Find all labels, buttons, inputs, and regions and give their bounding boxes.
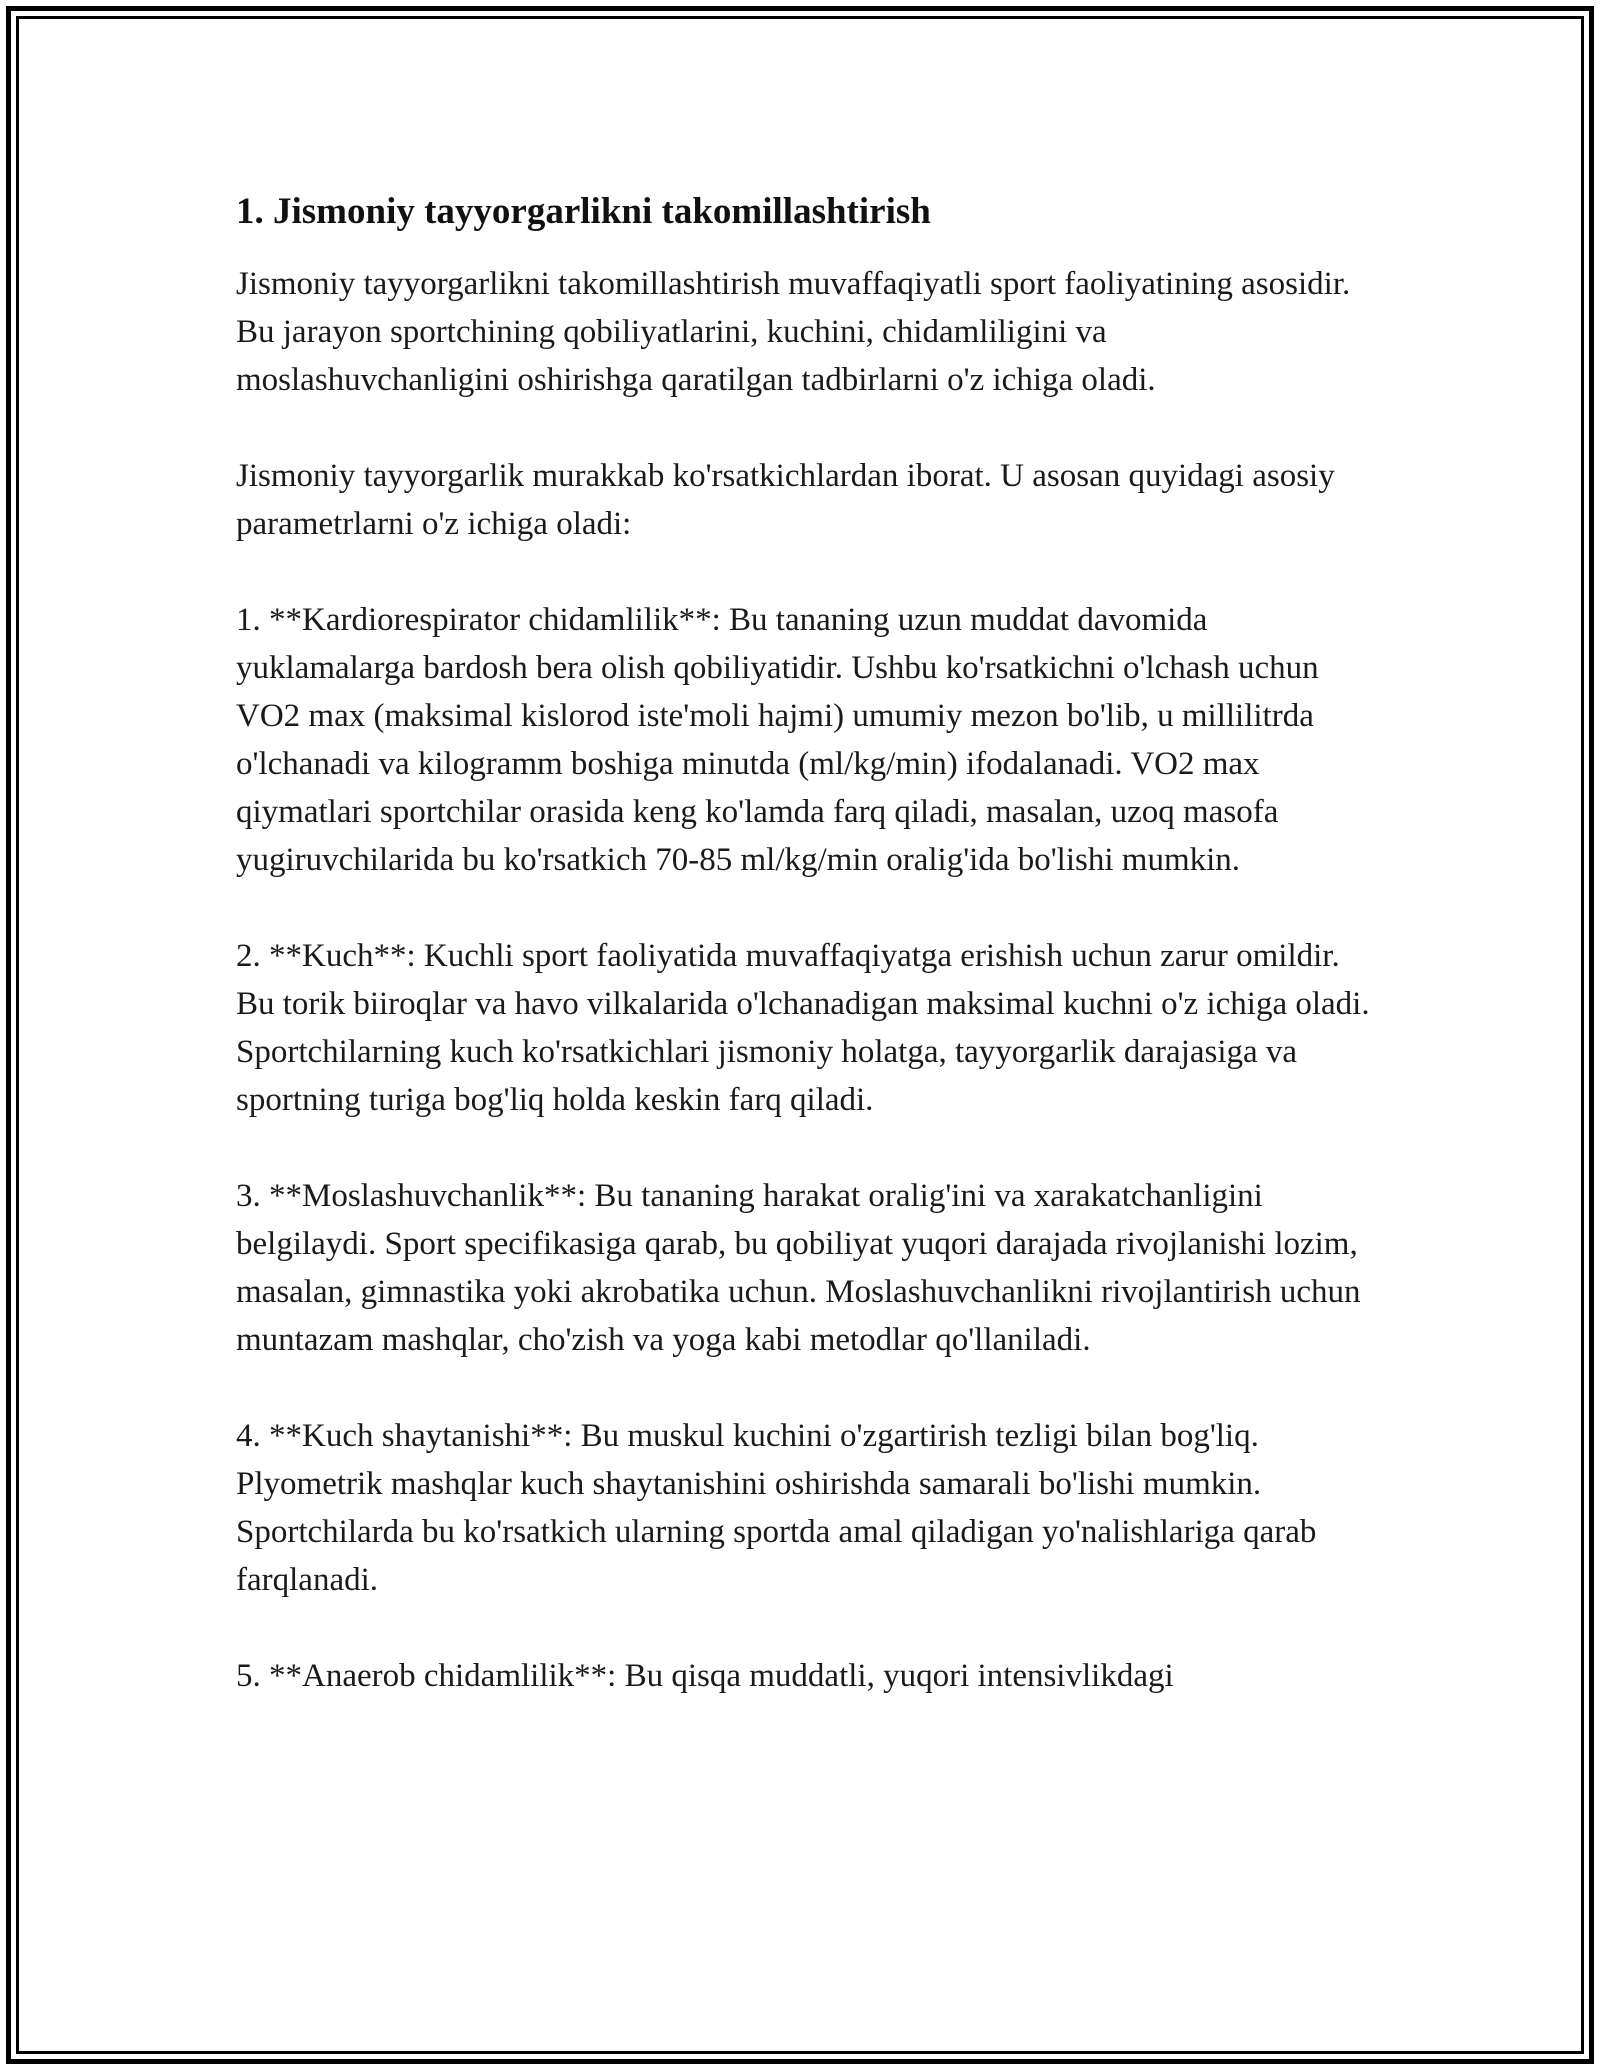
list-item-anaerobic: 5. **Anaerob chidamlilik**: Bu qisqa muddatli, yuqori intensivlikdagi (236, 1658, 1174, 1694)
document-title: 1. Jismoniy tayyorgarlikni takomillashtirish (236, 191, 931, 232)
document-body (236, 187, 1376, 1700)
intro-paragraph: Jismoniy tayyorgarlikni takomillashtirish muvaffaqiyatli sport faoliyatining asosidir. Bu jarayon sportchining qobiliyatlarini, kuchini, chidamliligini va moslashuvchanligini oshirishga qaratilgan tadbirlarni o'z ichiga oladi. (236, 266, 1351, 398)
list-item-power: 4. **Kuch shaytanishi**: Bu muskul kuchini o'zgartirish tezligi bilan bog'liq. Plyometrik mashqlar kuch shaytanishini oshirishda samarali bo'lishi mumkin. Sportchilarda bu ko'rsatkich ularning sportda amal qiladigan yo'nalishlariga qarab farqlanadi. (236, 1418, 1317, 1598)
list-item-cardiorespiratory: 1. **Kardiorespirator chidamlilik**: Bu tananing uzun muddat davomida yuklamalarga bardosh bera olish qobiliyatidir. Ushbu ko'rsatkichni o'lchash uchun VO2 max (maksimal kislorod iste'moli hajmi) umumiy mezon bo'lib, u millilitrda o'lchanadi va kilogramm boshiga minutda (ml/kg/min) ifodalanadi. VO2 max qiymatlari sportchilar orasida keng ko'lamda farq qiladi, masalan, uzoq masofa yugiruvchilarida bu ko'rsatkich 70-85 ml/kg/min oralig'ida bo'lishi mumkin. (236, 602, 1319, 878)
parameters-intro-paragraph: Jismoniy tayyorgarlik murakkab ko'rsatkichlardan iborat. U asosan quyidagi asosiy parametrlarni o'z ichiga oladi: (236, 458, 1335, 542)
list-item-strength: 2. **Kuch**: Kuchli sport faoliyatida muvaffaqiyatga erishish uchun zarur omildir. Bu torik biiroqlar va havo vilkalarida o'lchanadigan maksimal kuchni o'z ichiga oladi. Sportchilarning kuch ko'rsatkichlari jismoniy holatga, tayyorgarlik darajasiga va sportning turiga bog'liq holda keskin farq qiladi. (236, 938, 1370, 1118)
list-item-flexibility: 3. **Moslashuvchanlik**: Bu tananing harakat oralig'ini va xarakatchanligini belgilaydi. Sport specifikasiga qarab, bu qobiliyat yuqori darajada rivojlanishi lozim, masalan, gimnastika yoki akrobatika uchun. Moslashuvchanlikni rivojlantirish uchun muntazam mashqlar, cho'zish va yoga kabi metodlar qo'llaniladi. (236, 1178, 1361, 1358)
